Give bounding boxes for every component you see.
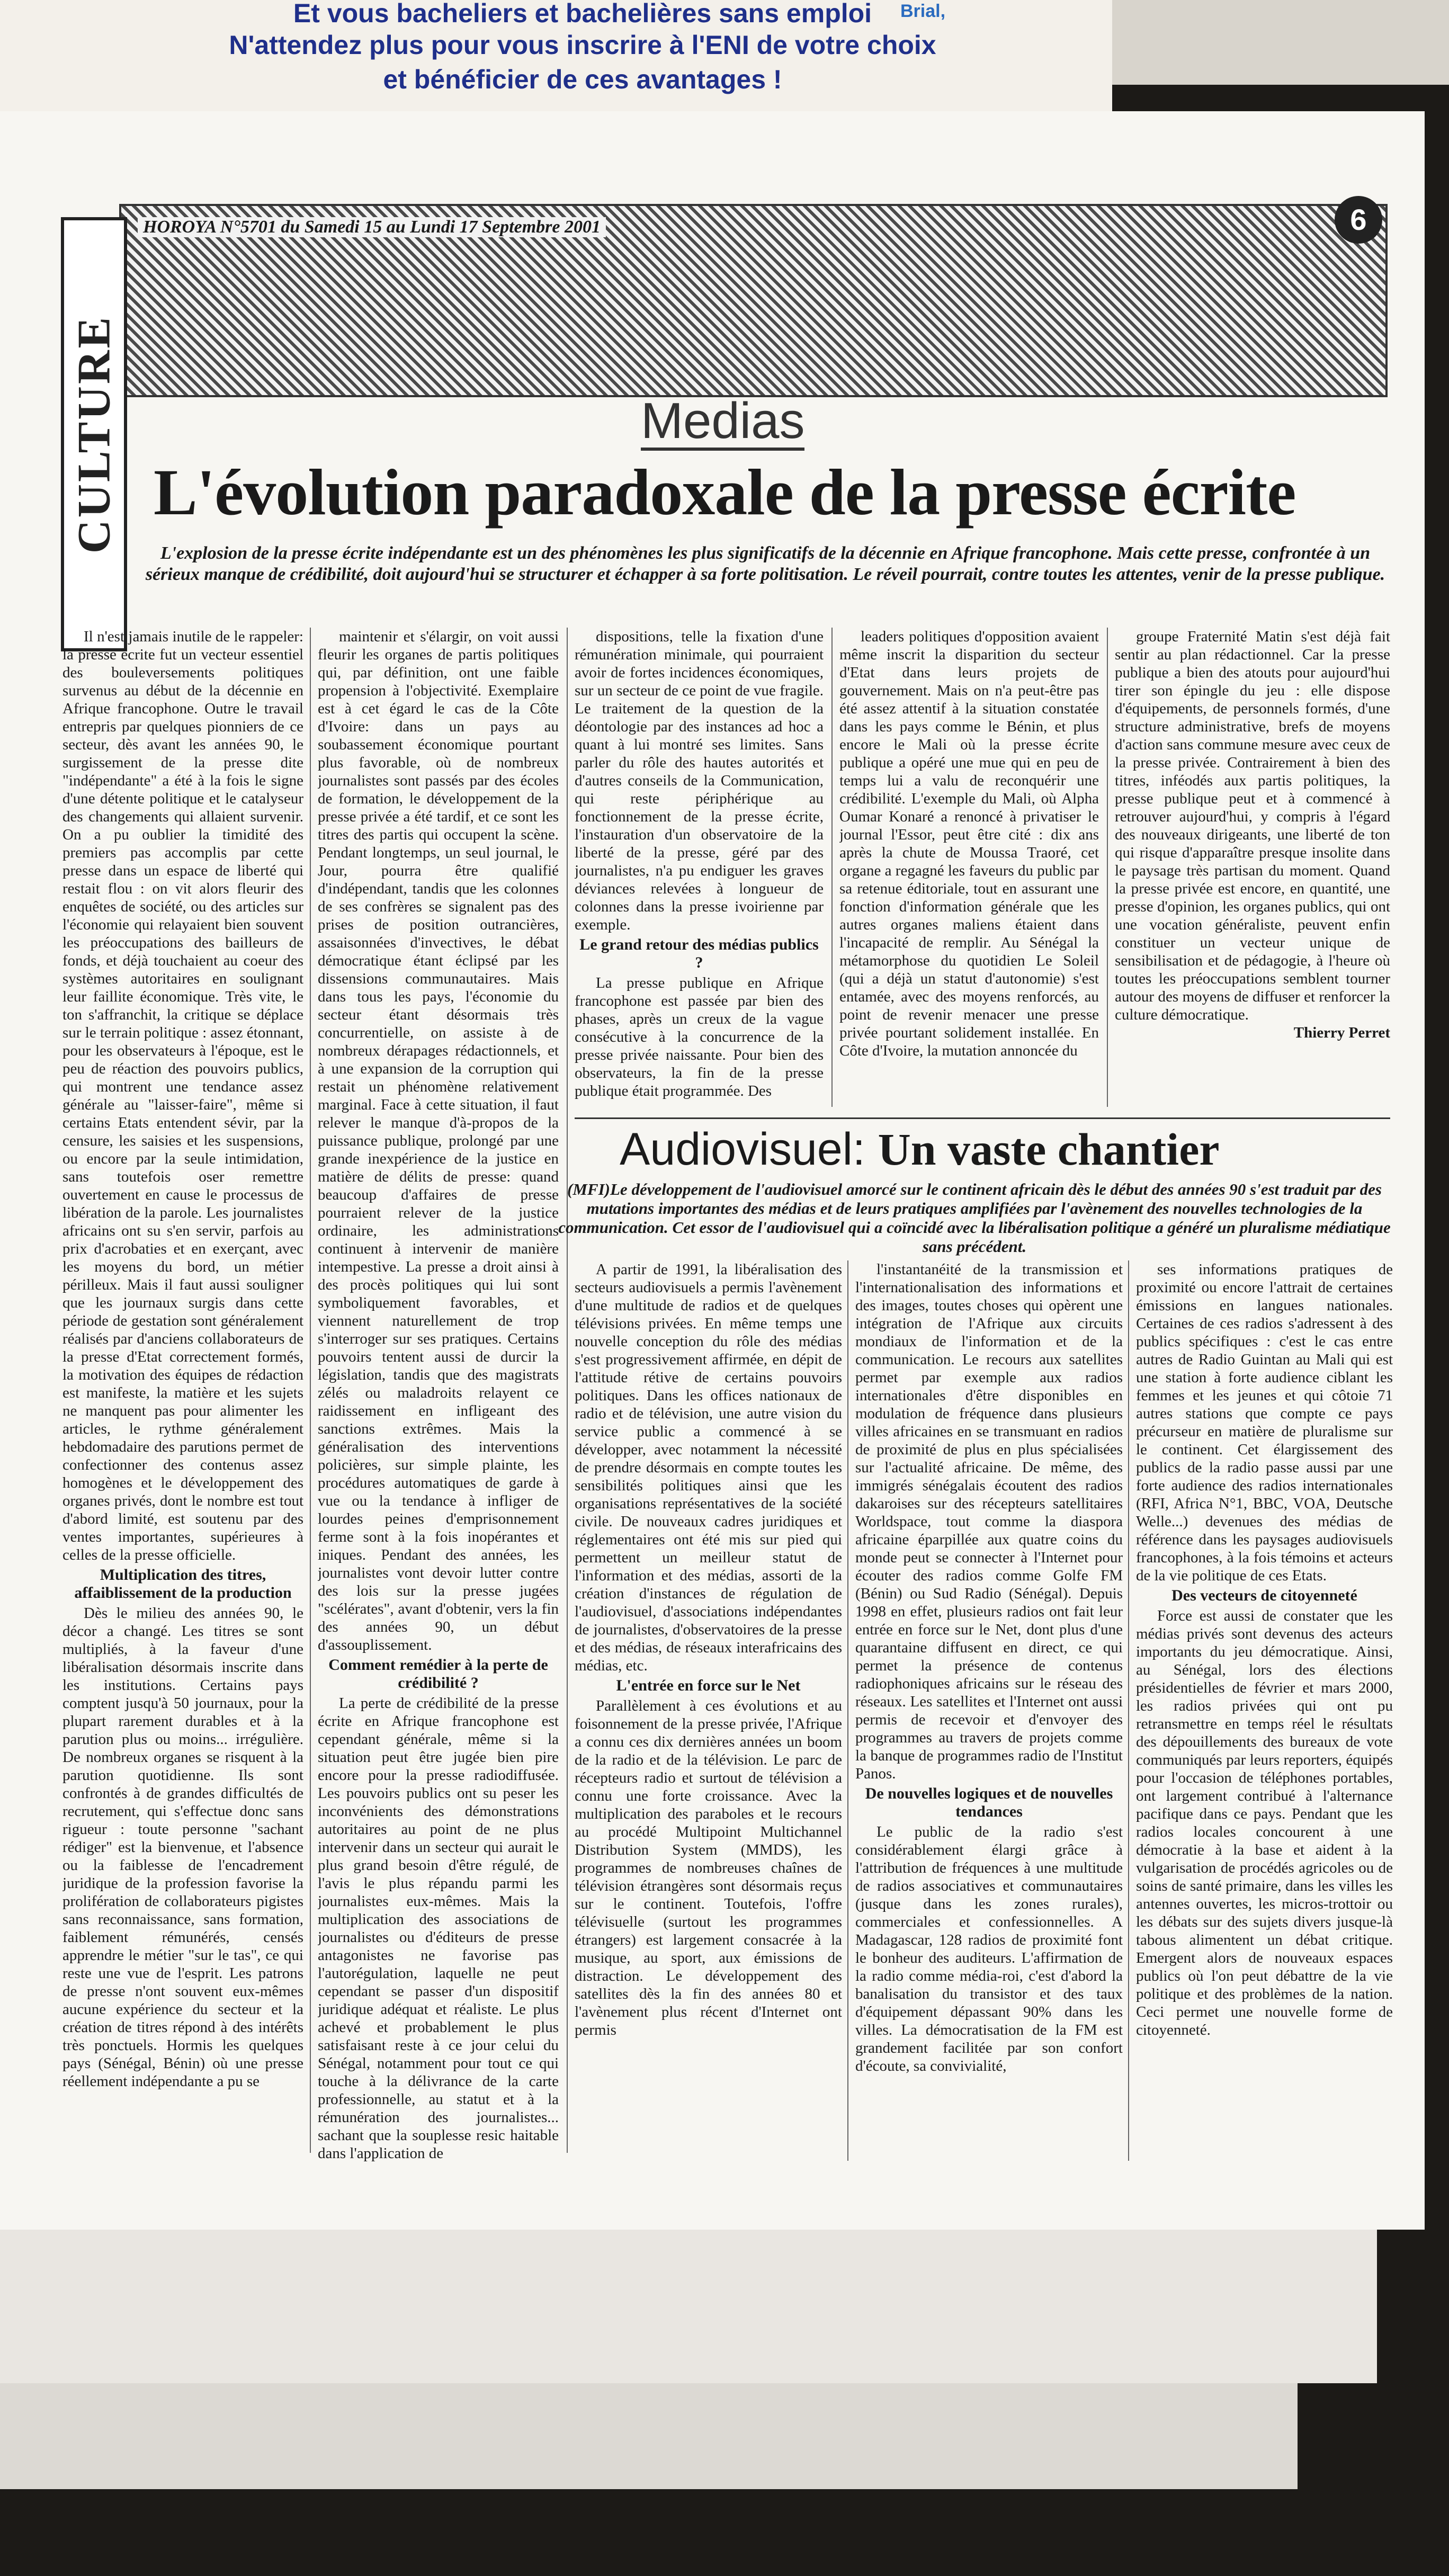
- column-rule: [1107, 628, 1108, 1107]
- article2-column-2: [855, 1260, 1123, 2166]
- article2-col3-subhead: Des vecteurs de citoyenneté: [1171, 1587, 1357, 1604]
- article2-col2b-text: Le public de la radio s'est considérablement élargi grâce à l'attribution de fréquences à une multitude de radios associatives et communautaires (jusque dans les zones rurales), commerciales et confessionnelles. A Madagascar, 128 radios de proximité font le bonheur des auditeurs. L'affirmation de la radio comme média-roi, c'est d'abord la banalisation du transistor et des taux d'équipement dépassant 90% dans les villes. La démocratisation de la FM est grandement facilitée par son confort d'écoute, sa convivialité,: [855, 1823, 1123, 2074]
- article1-rubric: Medias: [641, 395, 804, 451]
- article2-col3-text: ses informations pratiques de proximité ou encore l'attrait de certaines émissions en langues nationales. Certaines de ces radios s'adressent à des publics spécifiques : c'est le cas entre autres de Radio Guintan au Mali qui est une station à forte audience ciblant les femmes et les jeunes et qui côtoie 71 autres stations que compte ce pays précurseur en matière de pluralisme sur le continent. Cet élargissement des publics de la radio passe aussi par une forte audience des radios internationales (RFI, Africa N°1, BBC, VOA, Deutsche Welle...) devenues des médias de référence dans les paysages audiovisuels francophones, à la fois témoins et acteurs de la vie politique de ces Etats.: [1136, 1261, 1393, 1584]
- column-rule: [310, 628, 311, 2153]
- article2-col2-subhead: De nouvelles logiques et de nouvelles tendances: [865, 1785, 1113, 1820]
- article2-col2-text: l'instantanéité de la transmission et l'internationalisation des informations et des images, toutes choses qui opèrent une intégration de l'Afrique aux circuits mondiaux de l'information et de la communication. Le recours aux satellites permet par exemple aux radios internationales d'être disponibles en modulation de fréquence dans plusieurs villes africaines en se transmuant en radios de proximité de plus en plus spécialisées sur l'actualité africaine. De même, des immigrés sénégalais écoutent des radios dakaroises sur des récepteurs satellitaires Worldspace, tout comme la diaspora africaine éparpillée aux quatre coins du monde peut se connecter à l'Internet pour écouter des radios comme Golfe FM (Bénin) ou Sud Radio (Sénégal). Depuis 1998 en effet, plusieurs radios ont fait leur entrée en force sur le Net, dont plus d'une quarantaine diffusent en direct, ce qui permet la présence de contenus radiophoniques africains sur le réseau des réseaux. Les satellites et l'Internet ont aussi permis de recevoir et d'envoyer des programmes au travers de projets comme la banque de programmes radio de l'Institut Panos.: [855, 1261, 1123, 1782]
- article2-chapo: (MFI)Le développement de l'audiovisuel amorcé sur le continent africain dès le début des années 90 s'est traduit par des mutations importantes des médias et de leurs pratiques amplifiées par l'avènement des nouvelles technologies de la communication. Cet essor de l'audiovisuel qui a coïncidé avec la libéralisation politique a généré un pluralisme médiatique sans précédent.: [558, 1180, 1391, 1256]
- article1-col1b-text: Dès le milieu des années 90, le décor a changé. Les titres se sont multipliés, à la faveur d'une libéralisation désormais inscrite dans les institutions. Certains pays comptent jusqu'à 50 journaux, pour la plupart rarement durables et à la parution plus ou moins... irrégulière. De nombreux organes se risquent à la parution quotidienne. Ils sont confrontés à de grandes difficultés de recrutement, qui s'effectue donc sans rigueur : toute personne "sachant rédiger" est la bienvenue, et l'absence ou la faiblesse de l'encadrement juridique de la profession favorise la prolifération de collaborateurs pigistes sans reconnaissance, sans formation, faiblement rémunérés, censés apprendre le métier "sur le tas", ce qui reste une vue de l'esprit. Les patrons de presse n'ont souvent eux-mêmes aucune expérience du secteur et la création de titres répond à des intérêts très ponctuels. Hormis les quelques pays (Sénégal, Bénin) où une presse réellement indépendante a pu se: [62, 1605, 303, 2090]
- issue-line: HOROYA N°5701 du Samedi 15 au Lundi 17 Septembre 2001: [138, 217, 606, 237]
- article1-column-3: [575, 628, 824, 1107]
- article2-column-1: [575, 1260, 842, 2166]
- article1-chapo: L'explosion de la presse écrite indépendante est un des phénomènes les plus significatifs de la décennie en Afrique francophone. Mais cette presse, confrontée à un sérieux manque de crédibilité, doit aujourd'hui se structurer et échapper à sa forte politisation. Le réveil pourrait, contre toutes les attentes, venir de la presse publique.: [145, 543, 1385, 584]
- article2-column-3: [1136, 1260, 1393, 2166]
- article1-title: L'évolution paradoxale de la presse écrite: [154, 456, 1296, 529]
- article2-col1-text: A partir de 1991, la libéralisation des secteurs audiovisuels a permis l'avènement d'une multitude de radios et de quelques télévisions privées. En même temps une nouvelle conception du rôle des médias s'est progressivement affirmée, en dépit de l'attitude rétive de certains pouvoirs politiques. Dans les offices nationaux de radio et de télévision, une autre vision du service public a commencé à se développer, avec notamment la nécessité de prendre désormais en compte toutes les sensibilités politiques ainsi que les organisations représentatives de la société civile. De nouveaux cadres juridiques et réglementaires ont été mis sur pied qui permettent un meilleur statut de l'information et des médias, assorti de la création d'instances de régulation de l'audiovisuel, d'associations indépendantes de journalistes, d'observatoires de la presse et des médias, de réseaux interafricains des médias, etc.: [575, 1261, 842, 1674]
- article1-signature: Thierry Perret: [1293, 1024, 1390, 1041]
- article-separator: [575, 1117, 1390, 1119]
- column-rule: [847, 1260, 848, 2161]
- section-label: [61, 217, 127, 651]
- column-rule: [567, 628, 568, 2153]
- article2-col3b-text: Force est aussi de constater que les médias privés sont devenus des acteurs importants du jeu démocratique. Ainsi, au Sénégal, lors des élections présidentielles de février et mars 2000, les radios privées qui ont pu retransmettre en temps réel le résultats des dépouillements des bureaux de vote communiqués par leurs reporters, équipés pour l'occasion de téléphones portables, ont largement contribué à l'alternance pacifique dans ce pays. Pendant que les radios locales concourent à une démocratie à la base et aident à la vulgarisation de procédés agricoles ou de soins de santé primaire, dans les villes les antennes ouvertes, les micros-trottoir ou les débats sur des sujets divers jusque-là tabous alimentent un débat critique. Emergent alors de nouveaux espaces publics où l'on peut débattre de la vie politique et des problèmes de la nation. Ceci permet une nouvelle forme de citoyenneté.: [1136, 1607, 1393, 2038]
- article1-column-5: [1115, 628, 1390, 1123]
- under-sheet-right: [1112, 0, 1449, 85]
- article1-col3b-text: La presse publique en Afrique francophone est passée par bien des phases, après un creux de la vague consécutive à la concurrence de la presse privée naissante. Pour bien des observateurs, la fin de la presse publique était programmée. Des: [575, 974, 824, 1099]
- article1-col2-text: maintenir et s'élargir, on voit aussi fleurir les organes de partis politiques qui, par définition, ont une faible propension à l'objectivité. Exemplaire est à cet égard le cas de la Côte d'Ivoire: dans un pays au soubassement économique pourtant plus favorable, où de nombreux journalistes sont passés par des écoles de formation, le développement de la presse privée a été tardif, et ce sont les titres des partis qui occupent la scène. Pendant longtemps, un seul journal, le Jour, pourra être qualifié d'indépendant, tandis que les colonnes de ses confrères se signalent pas des prises de position outrancières, assaisonnées d'invectives, le débat démocratique étant éclipsé par les dissensions communautaires. Mais dans tous les pays, l'économie du secteur étant désormais très concurrentielle, on assiste à de nombreux dérapages rédactionnels, et à une expansion de la corruption qui restait un phénomène relativement marginal. Face à cette situation, il faut relever le manque d'à-propos de la puissance publique, prolongé par une grande inexpérience de la justice en matière de délits de presse: quand beaucoup d'affaires de presse pourraient relever de la justice ordinaire, les administrations continuent à intervenir de manière intempestive. La presse a droit ainsi à des procès politiques qui lui sont symboliquement favorables, et viennent naturellement de trop s'interroger sur ses pratiques. Certains pouvoirs tentent aussi de durcir la législation, tandis que des magistrats zélés ou maladroits relayent ce raidissement en infligeant des sanctions extrêmes. Mais la généralisation des interventions policières, sur simple plainte, les procédures automatiques de garde à vue ou la tendance à infliger de lourdes peines d'emprisonnement ferme sont à la fois inopérantes et iniques. Pendant des années, les journalistes vont devoir lutter contre des lois sur la presse jugées "scélérates", avant d'obtenir, vers la fin des années 90, un début d'assouplissement.: [318, 628, 559, 1653]
- article1-column-2: [318, 628, 559, 2163]
- article1-col4-text: leaders politiques d'opposition avaient même inscrit la disparition du secteur d'Etat dans leurs projets de gouvernement. Mais on n'a peut-être pas été assez attentif à la situation constatée dans les pays comme le Bénin, et plus encore le Mali où la presse écrite publique a opéré une mue qui en peu de temps lui a valu de reconquérir une crédibilité. L'exemple du Mali, où Alpha Oumar Konaré a renoncé à privatiser le journal l'Essor, peut être cité : dix ans après la chute de Moussa Traoré, cet organe a regagné les faveurs du public par sa retenue éditoriale, tout en assurant une fonction d'information générale que les autres organes maliens étaient dans l'incapacité de remplir. Au Sénégal la métamorphose du quotidien Le Soleil (qui a déjà un statut d'autonomie) s'est entamée, avec des moyens renforcés, au point de revenir menacer une presse privée pourtant solidement installée. En Côte d'Ivoire, la mutation annoncée du: [839, 628, 1099, 1059]
- article1-col3-subhead: Le grand retour des médias publics ?: [579, 936, 819, 971]
- article2-col1-subhead: L'entrée en force sur le Net: [616, 1677, 801, 1694]
- under-flyer-line1: Et vous bacheliers et bachelières sans emploi: [293, 0, 872, 28]
- page-number: 6: [1335, 196, 1382, 244]
- article1-column-1: [62, 628, 303, 2163]
- article1-col2-subhead: Comment remédier à la perte de crédibilité ?: [328, 1656, 548, 1692]
- article1-col3-text: dispositions, telle la fixation d'une rémunération minimale, qui pourraient avoir de fortes incidences économiques, sur un secteur de ce point de vue fragile. Le traitement de la question de la déontologie par des instances ad hoc a quant à lui montré ses limites. Sans parler du rôle des hautes autorités et d'autres conseils de la Communication, qui reste périphérique au fonctionnement de la presse écrite, l'instauration d'un observatoire de la liberté de la presse, géré par des journalistes, n'a pu endiguer les graves déviances relevées à longueur de colonnes dans la presse ivoirienne par exemple.: [575, 628, 824, 933]
- under-flyer-brand: Brial,: [900, 1, 946, 21]
- article2-title: [620, 1123, 1220, 1176]
- article1-column-4: [839, 628, 1099, 1107]
- article1-col1-subhead: Multiplication des titres, affaiblissement de la production: [74, 1566, 292, 1602]
- under-flyer: [0, 0, 1112, 122]
- article2-title-part1: Audiovisuel:: [620, 1124, 878, 1175]
- article1-col1-text: Il n'est jamais inutile de le rappeler: la presse écrite fut un vecteur essentiel des bouleversements politiques survenus au début de la décennie en Afrique francophone. Outre le travail entrepris par quelques pionniers de ce secteur, dès avant les années 90, le surgissement de la presse dite "indépendante" a été à la fois le signe d'une détente politique et le catalyseur des changements qui allaient survenir. On a pu oublier la timidité des premiers pas accomplis par cette presse dans un espace de liberté qui restait flou : on vit alors fleurir des enquêtes de société, ou des articles sur l'économie qui relayaient bien souvent les préoccupations des bailleurs de fonds, et déjà touchaient au coeur des systèmes autoritaires en soulignant leur faillite économique. Très vite, le ton s'affranchit, la critique se déplace sur le terrain politique : assez étonnant, pour les observateurs à l'époque, est le peu de réaction des pouvoirs publics, qui montrent une tendance assez générale au "laisser-faire", même si certains Etats entendent sévir, par la censure, les saisies et les suspensions, ou encore par la seule intimidation, sans toutefois oser remettre ouvertement en cause le processus de libération de la parole. Les journalistes africains ont su s'en servir, parfois au prix d'acrobaties et en exerçant, avec les moyens du bord, un métier périlleux. Mais il faut aussi souligner que les journaux surgis dans cette période de gestation sont généralement réalisés par d'anciens collaborateurs de la presse d'Etat correctement formés, la motivation des équipes de rédaction est manifeste, la matière et les sujets ne manquent pas pour alimenter les articles, le rythme généralement hebdomadaire des parutions permet de confectionner des contenus assez homogènes et le développement des organes privés, dont le nombre est tout d'abord limité, est soutenu par des ventes importantes, supérieures à celles de la presse officielle.: [62, 628, 303, 1563]
- under-flyer-line2: N'attendez plus pour vous inscrire à l'ENI de votre choix: [229, 30, 936, 60]
- article1-col5-text: groupe Fraternité Matin s'est déjà fait sentir au plan rédactionnel. Car la presse publique a bien des atouts pour aujourd'hui tirer son épingle du jeu : elle dispose d'équipements, de personnels formés, d'une structure administrative, brefs de moyens d'action sans commune mesure avec ceux de la presse privée. Contrairement à bien des titres, inféodés aux partis politiques, la presse publique peut et à commencé à retrouver aujourd'hui, y compris à l'égard des nouveaux dirigeants, une liberté de ton qui risque d'apparaître presque insolite dans le paysage très partisan du moment. Quand la presse privée est encore, en quantité, une presse d'opinion, les organes publics, qui ont une vocation généraliste, peuvent enfin constituer un vecteur unique de sensibilisation et de pédagogie, à l'heure où toutes les préoccupations semblent tourner autour des moyens de diffuser et renforcer la culture démocratique.: [1115, 628, 1390, 1023]
- column-rule: [831, 628, 833, 1107]
- article1-col2b-text: La perte de crédibilité de la presse écrite en Afrique francophone est cependant générale, même si la situation peut être jugée bien pire encore pour la presse radiodiffusée. Les pouvoirs publics ont su peser les inconvénients des démonstrations autoritaires au point de ne plus intervenir dans un secteur qui aurait le plus grand besoin d'être régulé, de l'avis le plus répandu parmi les journalistes eux-mêmes. Mais la multiplication des associations de journalistes ou d'éditeurs de presse antagonistes ne favorise pas l'autorégulation, laquelle ne peut cependant se passer d'un dispositif juridique adéquat et réaliste. Le plus achevé et probablement le plus satisfaisant reste à ce jour celui du Sénégal, notamment pour tout ce qui touche à la délivrance de la carte professionnelle, au statut et à la rémunération des journalistes... sachant que la souplesse resic haitable dans l'application de: [318, 1695, 559, 2162]
- under-flyer-line3: et bénéficier de ces avantages !: [383, 65, 782, 94]
- section-label-text: CULTURE: [68, 315, 120, 554]
- article2-title-part2: Un vaste chantier: [878, 1124, 1220, 1175]
- column-rule: [1128, 1260, 1129, 2161]
- article2-col1b-text: Parallèlement à ces évolutions et au foisonnement de la presse privée, l'Afrique a connu ces dix dernières années un boom de la radio et de la télévision. Le parc de récepteurs radio et surtout de télévision a connu une forte croissance. Avec la multiplication des paraboles et le recours au procédé Multipoint Multichannel Distribution System (MMDS), les programmes de nombreuses chaînes de télévision étrangères sont désormais reçus sur le continent. Toutefois, l'offre télévisuelle (surtout les programmes étrangers) est largement consacrée à la musique, au sport, aux émissions de distraction. Le développement des satellites dès la fin des années 80 et l'avènement plus récent d'Internet ont permis: [575, 1697, 842, 2038]
